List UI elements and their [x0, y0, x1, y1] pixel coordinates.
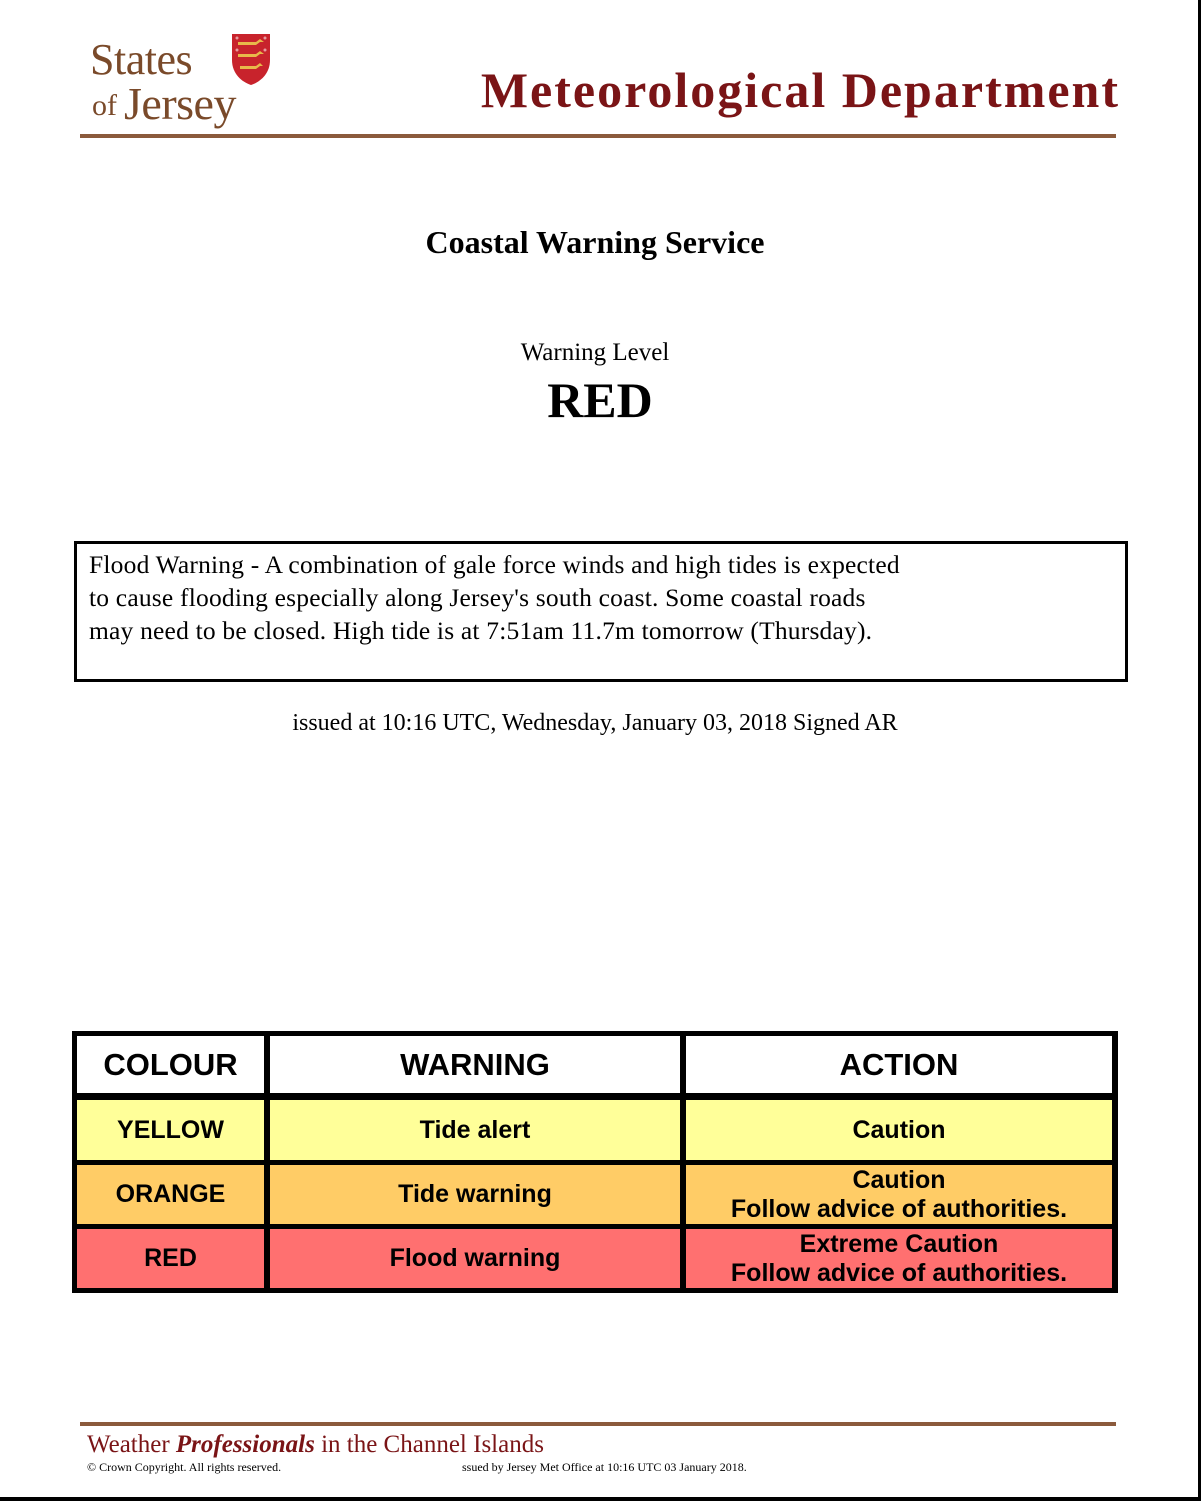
- logo-text-of: of: [92, 89, 117, 122]
- row-red-warning: Flood warning: [270, 1229, 680, 1288]
- action-line: Caution: [852, 1115, 946, 1144]
- department-title: Meteorological Department: [480, 62, 1120, 118]
- warning-text-line: may need to be closed. High tide is at 7:51am 11.7m tomorrow (Thursday).: [89, 616, 873, 645]
- flood-warning-box: [74, 541, 1128, 682]
- footer-tag-emphasis: Professionals: [175, 1431, 315, 1458]
- header-divider: [80, 134, 1116, 138]
- header-colour: COLOUR: [77, 1036, 264, 1093]
- states-of-jersey-logo: [90, 36, 280, 128]
- header-warning: WARNING: [270, 1036, 680, 1093]
- action-line: Follow advice of authorities.: [730, 1194, 1068, 1223]
- footer-divider: [80, 1422, 1116, 1426]
- row-yellow-warning: Tide alert: [270, 1100, 680, 1160]
- row-yellow-colour: YELLOW: [77, 1100, 264, 1160]
- issued-statement: issued at 10:16 UTC, Wednesday, January 03, 2018 Signed AR: [292, 710, 898, 736]
- logo-text-jersey: Jersey: [124, 78, 236, 129]
- service-title: Coastal Warning Service: [425, 224, 765, 260]
- header-action: ACTION: [686, 1036, 1112, 1093]
- row-yellow-action: [686, 1100, 1112, 1160]
- warning-level-value: RED: [547, 372, 653, 428]
- action-line: Extreme Caution: [799, 1229, 999, 1258]
- row-orange-colour: ORANGE: [77, 1165, 264, 1224]
- footer-tag-prefix: Weather: [87, 1431, 176, 1458]
- row-red-action: [686, 1229, 1112, 1288]
- footer-copyright: © Crown Copyright. All rights reserved.: [87, 1460, 282, 1474]
- page-frame-bottom: [0, 1497, 1201, 1501]
- warning-text-line: to cause flooding especially along Jersey's south coast. Some coastal roads: [89, 583, 866, 612]
- action-line: Caution: [852, 1165, 946, 1194]
- warning-text-line: Flood Warning - A combination of gale force winds and high tides is expected: [89, 550, 900, 579]
- row-orange-warning: Tide warning: [270, 1165, 680, 1224]
- jersey-crest-icon: [228, 30, 274, 86]
- logo-text-states: States: [90, 35, 193, 84]
- warning-level-label: Warning Level: [520, 339, 670, 366]
- action-line: Follow advice of authorities.: [730, 1258, 1068, 1287]
- warning-levels-table: [72, 1031, 1118, 1293]
- row-orange-action: [686, 1165, 1112, 1224]
- footer-tagline: [87, 1430, 544, 1460]
- footer-tag-suffix: in the Channel Islands: [314, 1431, 544, 1458]
- footer-issued-by: ssued by Jersey Met Office at 10:16 UTC 03 January 2018.: [462, 1460, 747, 1474]
- row-red-colour: RED: [77, 1229, 264, 1288]
